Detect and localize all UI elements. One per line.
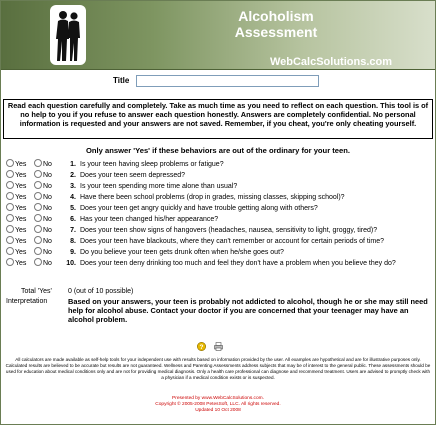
question-number: 1. <box>70 161 76 168</box>
yes-label: Yes <box>15 205 27 212</box>
question-text: Do you believe your teen gets drunk often when he/she goes out? <box>80 249 284 256</box>
no-label: No <box>43 227 52 234</box>
yes-option[interactable] <box>6 236 34 247</box>
title-label: Title <box>113 76 130 85</box>
question-row <box>6 225 434 236</box>
question-row <box>6 214 434 225</box>
yes-option[interactable] <box>6 159 34 170</box>
yes-radio[interactable] <box>6 258 14 266</box>
question-row <box>6 236 434 247</box>
credits-copyright: Copyright © 2005-2008 PetesSoft, LLC. All rights reserved. <box>155 402 281 407</box>
no-option[interactable] <box>34 203 64 214</box>
no-option[interactable] <box>34 247 64 258</box>
question-number: 10. <box>66 260 76 267</box>
no-radio[interactable] <box>34 247 42 255</box>
credits-presented-by[interactable]: Presented by www.WebCalcSolutions.com. <box>172 396 264 401</box>
no-radio[interactable] <box>34 203 42 211</box>
yes-label: Yes <box>15 216 27 223</box>
yes-label: Yes <box>15 172 27 179</box>
svg-text:?: ? <box>199 344 204 351</box>
question-number: 7. <box>70 227 76 234</box>
yes-label: Yes <box>15 183 27 190</box>
question-number: 4. <box>70 194 76 201</box>
yes-radio[interactable] <box>6 203 14 211</box>
yes-radio[interactable] <box>6 159 14 167</box>
yes-radio[interactable] <box>6 170 14 178</box>
yes-option[interactable] <box>6 181 34 192</box>
yes-option[interactable] <box>6 258 34 269</box>
yes-label: Yes <box>15 238 27 245</box>
yes-option[interactable] <box>6 203 34 214</box>
yes-radio[interactable] <box>6 181 14 189</box>
no-radio[interactable] <box>34 236 42 244</box>
no-option[interactable] <box>34 225 64 236</box>
yes-option[interactable] <box>6 192 34 203</box>
question-list <box>6 159 434 269</box>
title-line-1: Alcoholism <box>238 8 314 24</box>
question-text: Does your teen seem depressed? <box>80 172 186 179</box>
yes-option[interactable] <box>6 225 34 236</box>
question-row <box>6 170 434 181</box>
yes-option[interactable] <box>6 214 34 225</box>
tool-icons <box>197 338 227 351</box>
no-radio[interactable] <box>34 214 42 222</box>
no-option[interactable] <box>34 236 64 247</box>
answer-prompt: Only answer 'Yes' if these behaviors are out of the ordinary for your teen. <box>86 146 350 155</box>
question-text: Is your teen having sleep problems or fatigue? <box>80 161 224 168</box>
yes-label: Yes <box>15 227 27 234</box>
question-number: 9. <box>70 249 76 256</box>
no-option[interactable] <box>34 181 64 192</box>
question-number: 5. <box>70 205 76 212</box>
question-row <box>6 159 434 170</box>
title-line-2: Assessment <box>234 24 318 40</box>
print-icon[interactable] <box>214 338 223 347</box>
yes-radio[interactable] <box>6 214 14 222</box>
question-number: 6. <box>70 216 76 223</box>
no-radio[interactable] <box>34 181 42 189</box>
disclaimer-text: All calculators are made available as self-help tools for your independent use with results based on information provided by the user. All examples are hypothetical and are for illustrative purposes only. Calculated results are believed to be accurate but results are not guaranteed. Wellness and Parenting Assessments address subjects that may be of interest to the general public. These assessments should be used for education about medical conditions only and are not for providing medical diagnosis. Only a health care professional can diagnose and recommend treatment. Users are advised to promptly check with a physician if a medical condition exists or is suspected. <box>5 357 431 380</box>
credits <box>1 396 435 414</box>
no-label: No <box>43 161 52 168</box>
interpretation-text: Based on your answers, your teen is probably not addicted to alcohol, though he or she may still need help for alcohol abuse. Contact your doctor if you are concerned that your teenager may have an alcohol problem. <box>68 297 428 324</box>
no-label: No <box>43 216 52 223</box>
question-text: Does your teen get angry quickly and have trouble getting along with others? <box>80 205 318 212</box>
yes-label: Yes <box>15 260 27 267</box>
title-input[interactable] <box>136 75 319 87</box>
no-radio[interactable] <box>34 159 42 167</box>
no-label: No <box>43 238 52 245</box>
question-text: Does your teen have blackouts, where they can't remember or account for certain periods of time? <box>80 238 385 245</box>
question-row <box>6 258 434 269</box>
no-radio[interactable] <box>34 170 42 178</box>
question-row <box>6 247 434 258</box>
credits-updated: Updated 10 Oct 2008 <box>195 408 241 413</box>
question-text: Does your teen show signs of hangovers (headaches, nausea, sensitivity to light, groggy, tired)? <box>80 227 378 234</box>
total-value: 0 (out of 10 possible) <box>68 288 134 295</box>
question-number: 2. <box>70 172 76 179</box>
question-number: 8. <box>70 238 76 245</box>
no-option[interactable] <box>34 258 64 269</box>
question-row <box>6 203 434 214</box>
no-option[interactable] <box>34 159 64 170</box>
couple-silhouette-icon <box>50 5 86 65</box>
no-label: No <box>43 172 52 179</box>
yes-radio[interactable] <box>6 236 14 244</box>
no-option[interactable] <box>34 170 64 181</box>
question-row <box>6 181 434 192</box>
no-label: No <box>43 249 52 256</box>
total-label: Total 'Yes' <box>21 288 52 295</box>
no-option[interactable] <box>34 192 64 203</box>
yes-option[interactable] <box>6 247 34 258</box>
yes-option[interactable] <box>6 170 34 181</box>
question-row <box>6 192 434 203</box>
interpretation-label: Interpretation <box>6 298 48 305</box>
instructions-box: Read each question carefully and completely. Take as much time as you need to reflect on each question. This tool is of no help to you if you refuse to answer each question honestly. Answers are completely confidential. No personal information is requested and your answers are not saved. Remember, if you cheat, you're only cheating yourself. <box>3 99 433 139</box>
yes-radio[interactable] <box>6 247 14 255</box>
question-text: Is your teen spending more time alone than usual? <box>80 183 238 190</box>
question-text: Has your teen changed his/her appearance? <box>80 216 219 223</box>
no-option[interactable] <box>34 214 64 225</box>
yes-radio[interactable] <box>6 225 14 233</box>
yes-label: Yes <box>15 249 27 256</box>
no-label: No <box>43 183 52 190</box>
no-label: No <box>43 260 52 267</box>
question-text: Have there been school problems (drop in grades, missing classes, skipping school)? <box>80 194 345 201</box>
question-text: Does your teen deny drinking too much and feel they don't have a problem when you believe they do? <box>80 260 396 267</box>
no-radio[interactable] <box>34 192 42 200</box>
question-number: 3. <box>70 183 76 190</box>
no-label: No <box>43 194 52 201</box>
yes-label: Yes <box>15 161 27 168</box>
no-label: No <box>43 205 52 212</box>
header-banner <box>1 1 435 70</box>
yes-label: Yes <box>15 194 27 201</box>
no-radio[interactable] <box>34 258 42 266</box>
page-title <box>201 8 351 40</box>
yes-radio[interactable] <box>6 192 14 200</box>
title-field-row <box>1 75 435 89</box>
help-icon[interactable] <box>197 338 206 351</box>
no-radio[interactable] <box>34 225 42 233</box>
site-name: WebCalcSolutions.com <box>269 56 393 68</box>
